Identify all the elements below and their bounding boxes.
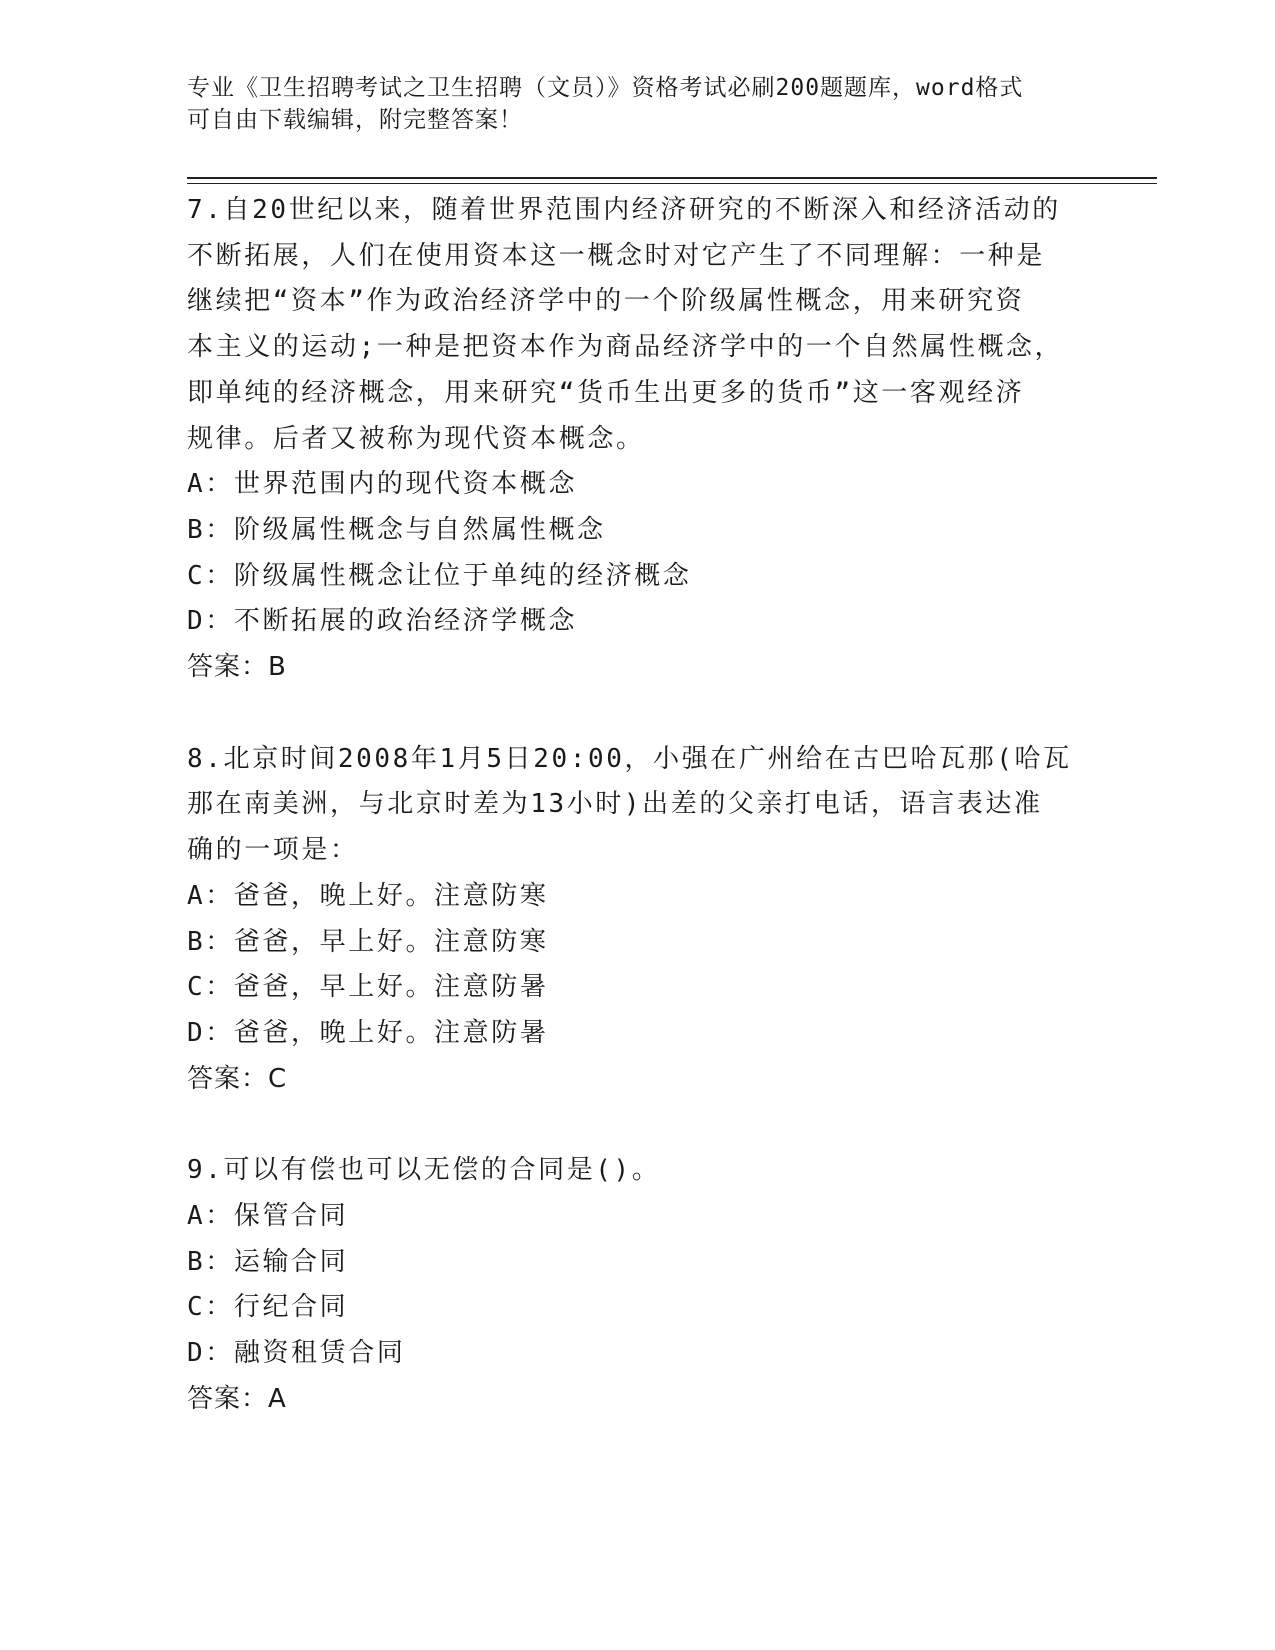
question-8 bbox=[187, 737, 1087, 1103]
question-stem-line: 9.可以有偿也可以无偿的合同是()。 bbox=[187, 1155, 661, 1186]
question-stem-line: 不断拓展，人们在使用资本这一概念时对它产生了不同理解：一种是 bbox=[187, 240, 1046, 271]
answer-line: 答案：B bbox=[187, 652, 287, 683]
option-c: C：爸爸，早上好。注意防暑 bbox=[187, 972, 549, 1003]
question-stem-line: 8.北京时间2008年1月5日20:00，小强在广州给在古巴哈瓦那(哈瓦 bbox=[187, 743, 1072, 774]
question-stem-line: 规律。后者又被称为现代资本概念。 bbox=[187, 423, 645, 454]
spacer bbox=[187, 1102, 1087, 1148]
document-header bbox=[187, 72, 1067, 136]
option-b: B：爸爸，早上好。注意防寒 bbox=[187, 926, 549, 957]
header-title-line-2: 可自由下载编辑，附完整答案！ bbox=[187, 107, 523, 133]
option-d: D：爸爸，晚上好。注意防暑 bbox=[187, 1017, 549, 1048]
header-rule-thick bbox=[187, 177, 1157, 179]
option-c: C：行纪合同 bbox=[187, 1292, 349, 1323]
option-c: C：阶级属性概念让位于单纯的经济概念 bbox=[187, 560, 692, 591]
option-b: B：运输合同 bbox=[187, 1246, 349, 1277]
option-a: A：世界范围内的现代资本概念 bbox=[187, 469, 578, 500]
option-a: A：爸爸，晚上好。注意防寒 bbox=[187, 880, 549, 911]
option-d: D：融资租赁合同 bbox=[187, 1338, 406, 1369]
question-7 bbox=[187, 188, 1087, 691]
question-list bbox=[187, 188, 1087, 1423]
header-title-line-1: 专业《卫生招聘考试之卫生招聘（文员）》资格考试必刷200题题库，word格式 bbox=[187, 75, 1024, 101]
question-9 bbox=[187, 1148, 1087, 1422]
answer-line: 答案：C bbox=[187, 1063, 288, 1094]
question-stem-line: 继续把“资本”作为政治经济学中的一个阶级属性概念，用来研究资 bbox=[187, 286, 1025, 317]
answer-line: 答案：A bbox=[187, 1383, 287, 1414]
option-d: D：不断拓展的政治经济学概念 bbox=[187, 606, 578, 637]
option-b: B：阶级属性概念与自然属性概念 bbox=[187, 514, 606, 545]
question-stem-line: 即单纯的经济概念，用来研究“货币生出更多的货币”这一客观经济 bbox=[187, 377, 1025, 408]
question-stem-line: 确的一项是： bbox=[187, 835, 359, 866]
question-stem-line: 7.自20世纪以来，随着世界范围内经济研究的不断深入和经济活动的 bbox=[187, 195, 1061, 225]
spacer bbox=[187, 691, 1087, 737]
question-stem-line: 本主义的运动;一种是把资本作为商品经济学中的一个自然属性概念， bbox=[187, 332, 1064, 363]
option-a: A：保管合同 bbox=[187, 1201, 349, 1232]
question-stem-line: 那在南美洲，与北京时差为13小时)出差的父亲打电话，语言表达准 bbox=[187, 789, 1043, 820]
header-rule-thin bbox=[187, 183, 1157, 184]
